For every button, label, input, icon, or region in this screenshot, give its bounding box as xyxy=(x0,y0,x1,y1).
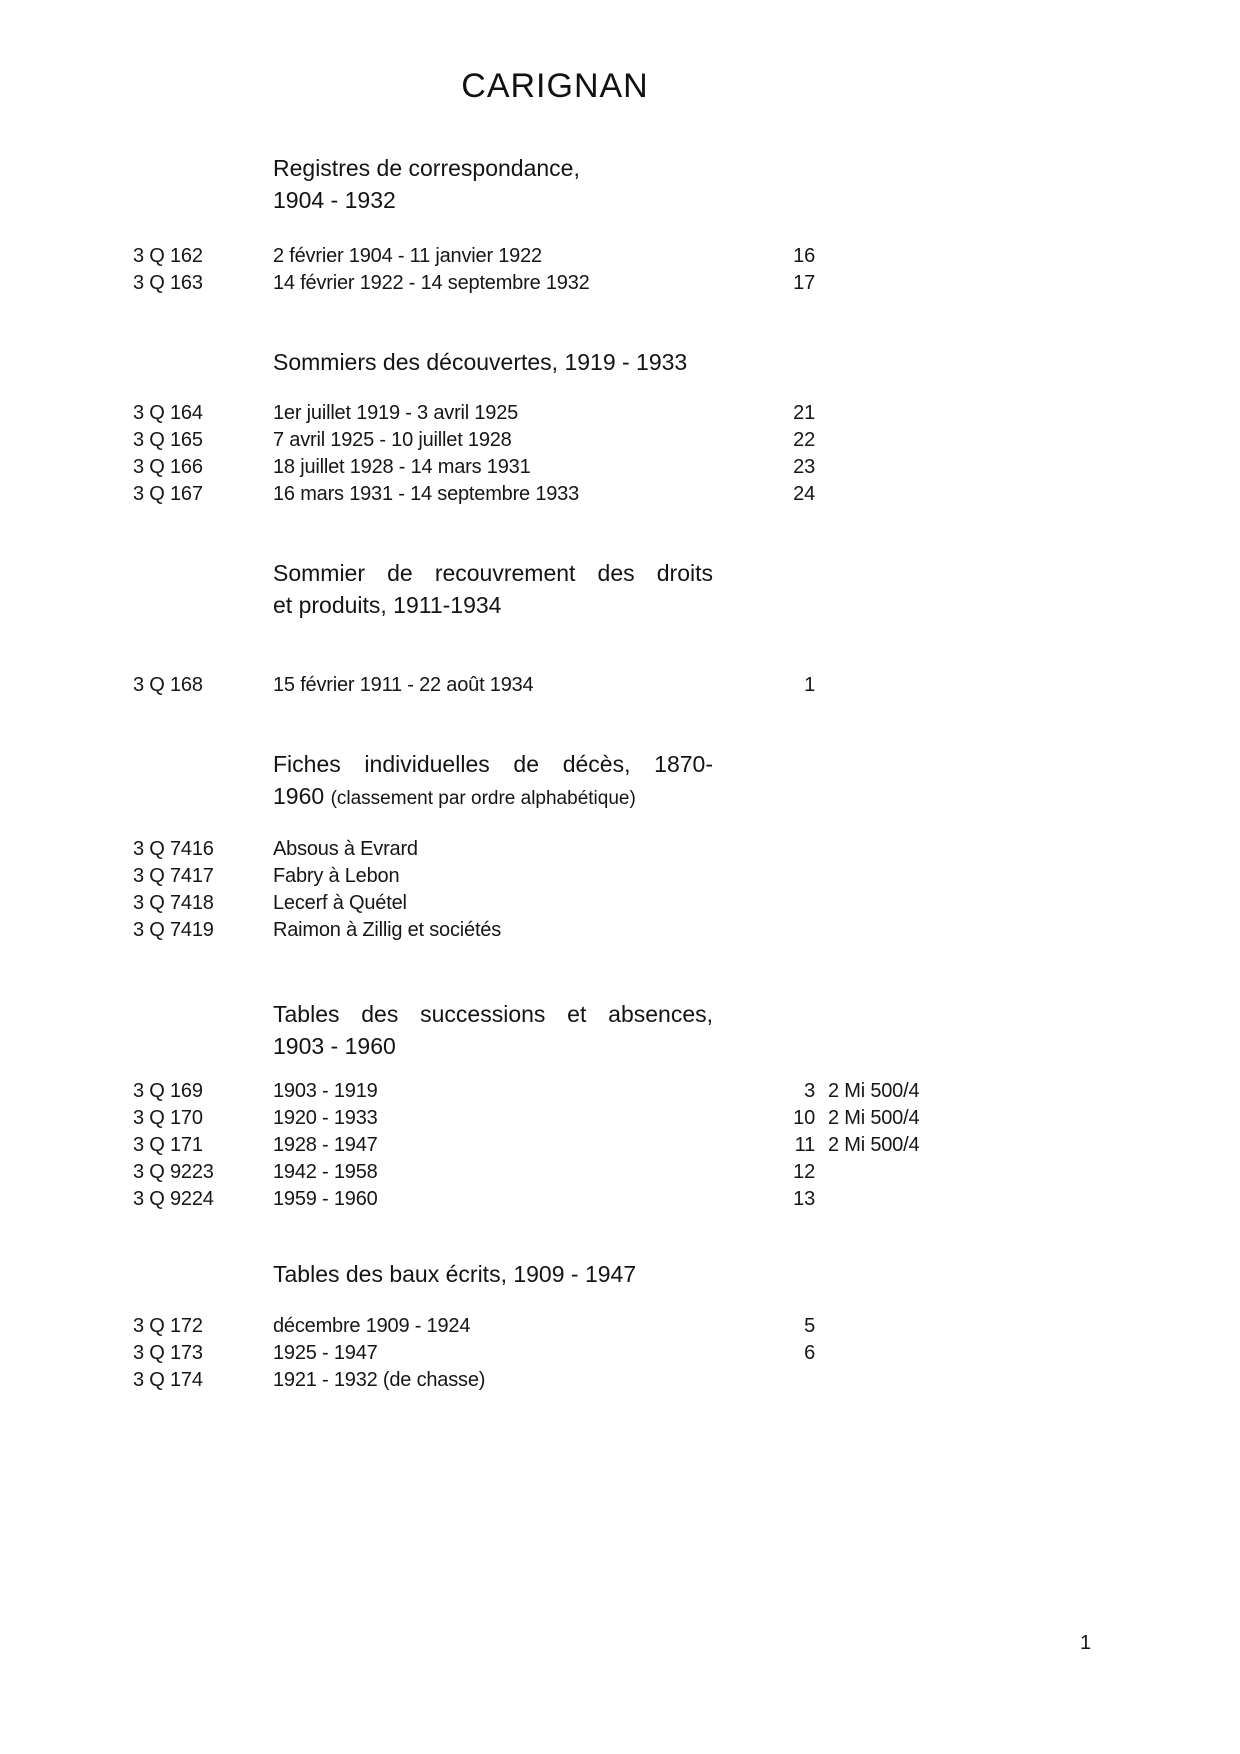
row-ref: 3 Q 167 xyxy=(133,483,203,505)
row-microfilm-ref xyxy=(815,1313,925,1340)
section-heading xyxy=(273,152,713,216)
row-page-number: 12 xyxy=(793,1161,815,1183)
row-description: 14 février 1922 - 14 septembre 1932 xyxy=(273,272,590,294)
row-microfilm-ref xyxy=(815,481,925,508)
heading-line: Sommier de recouvrement des droits xyxy=(273,560,713,586)
table-row xyxy=(133,863,925,890)
table-row xyxy=(133,1105,925,1132)
section-rows xyxy=(133,672,925,699)
page-number-footer: 1 xyxy=(1080,1632,1092,1654)
document-title: CARIGNAN xyxy=(461,67,649,105)
row-microfilm-ref: 2 Mi 500/4 xyxy=(828,1107,920,1129)
table-row xyxy=(133,481,925,508)
row-ref: 3 Q 168 xyxy=(133,674,203,696)
table-row xyxy=(133,270,925,297)
row-page-number xyxy=(765,1367,815,1394)
row-description: 1942 - 1958 xyxy=(273,1161,378,1183)
table-row xyxy=(133,890,925,917)
row-ref: 3 Q 165 xyxy=(133,429,203,451)
heading-line: 1904 - 1932 xyxy=(273,187,396,213)
section-rows xyxy=(133,400,925,508)
row-description: 15 février 1911 - 22 août 1934 xyxy=(273,674,534,696)
row-page-number: 13 xyxy=(793,1188,815,1210)
row-description: 1903 - 1919 xyxy=(273,1080,378,1102)
row-microfilm-ref xyxy=(815,270,925,297)
row-microfilm-ref xyxy=(815,1367,925,1394)
row-page-number: 24 xyxy=(793,483,815,505)
row-description: 1925 - 1947 xyxy=(273,1342,378,1364)
section-sommiers-decouvertes xyxy=(133,346,925,508)
section-rows xyxy=(133,243,925,297)
row-page-number: 11 xyxy=(794,1134,815,1156)
section-tables-baux xyxy=(133,1258,925,1394)
table-row xyxy=(133,1313,925,1340)
section-heading xyxy=(273,346,713,378)
heading-line xyxy=(273,780,713,815)
row-description: 7 avril 1925 - 10 juillet 1928 xyxy=(273,429,512,451)
row-microfilm-ref: 2 Mi 500/4 xyxy=(828,1134,920,1156)
heading-line: Tables des successions et absences, xyxy=(273,1001,713,1027)
heading-line: Sommiers des découvertes, 1919 - 1933 xyxy=(273,349,688,375)
row-ref: 3 Q 166 xyxy=(133,456,203,478)
row-microfilm-ref xyxy=(815,890,925,917)
row-page-number: 21 xyxy=(793,402,815,424)
heading-line: Registres de correspondance, xyxy=(273,155,580,181)
row-page-number: 10 xyxy=(793,1107,815,1129)
row-description: 1959 - 1960 xyxy=(273,1188,378,1210)
row-page-number xyxy=(765,863,815,890)
row-ref: 3 Q 7418 xyxy=(133,892,214,914)
section-fiches-deces xyxy=(133,748,925,944)
row-page-number: 5 xyxy=(804,1315,815,1337)
row-page-number xyxy=(765,890,815,917)
row-description: Absous à Evrard xyxy=(273,838,418,860)
row-microfilm-ref xyxy=(815,672,925,699)
table-row xyxy=(133,1078,925,1105)
section-tables-successions xyxy=(133,998,925,1213)
row-ref: 3 Q 7416 xyxy=(133,838,214,860)
table-row xyxy=(133,400,925,427)
table-row xyxy=(133,1186,925,1213)
table-row xyxy=(133,1159,925,1186)
heading-line: Tables des baux écrits, 1909 - 1947 xyxy=(273,1261,637,1287)
row-page-number xyxy=(765,836,815,863)
heading-line2-note: (classement par ordre alphabétique) xyxy=(330,788,636,809)
table-row xyxy=(133,427,925,454)
table-row xyxy=(133,672,925,699)
document-content xyxy=(133,0,925,1394)
table-row xyxy=(133,454,925,481)
row-description: 1921 - 1932 (de chasse) xyxy=(273,1369,486,1391)
row-ref: 3 Q 162 xyxy=(133,245,203,267)
row-ref: 3 Q 9224 xyxy=(133,1188,214,1210)
row-description: 18 juillet 1928 - 14 mars 1931 xyxy=(273,456,531,478)
row-description: 1928 - 1947 xyxy=(273,1134,378,1156)
row-microfilm-ref xyxy=(815,863,925,890)
row-ref: 3 Q 7419 xyxy=(133,919,214,941)
table-row xyxy=(133,836,925,863)
row-microfilm-ref xyxy=(815,917,925,944)
section-rows xyxy=(133,1078,925,1213)
section-registres-correspondance xyxy=(133,152,925,297)
section-rows xyxy=(133,836,925,944)
row-ref: 3 Q 171 xyxy=(133,1134,203,1156)
row-page-number: 1 xyxy=(804,674,815,696)
row-page-number xyxy=(765,917,815,944)
row-description: 1920 - 1933 xyxy=(273,1107,378,1129)
section-heading xyxy=(273,1258,713,1290)
row-page-number: 23 xyxy=(793,456,815,478)
row-page-number: 17 xyxy=(793,272,815,294)
section-heading xyxy=(273,748,713,815)
row-ref: 3 Q 172 xyxy=(133,1315,203,1337)
row-description: Lecerf à Quétel xyxy=(273,892,407,914)
row-microfilm-ref: 2 Mi 500/4 xyxy=(828,1080,920,1102)
table-row xyxy=(133,917,925,944)
table-row xyxy=(133,1340,925,1367)
row-microfilm-ref xyxy=(815,1186,925,1213)
row-description: décembre 1909 - 1924 xyxy=(273,1315,471,1337)
row-microfilm-ref xyxy=(815,243,925,270)
section-heading xyxy=(273,998,713,1062)
heading-line: et produits, 1911-1934 xyxy=(273,592,502,618)
table-row xyxy=(133,243,925,270)
section-heading xyxy=(273,557,713,621)
row-page-number: 6 xyxy=(804,1342,815,1364)
row-page-number: 22 xyxy=(793,429,815,451)
heading-line: 1903 - 1960 xyxy=(273,1033,396,1059)
row-ref: 3 Q 9223 xyxy=(133,1161,214,1183)
row-microfilm-ref xyxy=(815,400,925,427)
row-microfilm-ref xyxy=(815,454,925,481)
row-description: Fabry à Lebon xyxy=(273,865,400,887)
section-rows xyxy=(133,1313,925,1394)
row-microfilm-ref xyxy=(815,1340,925,1367)
row-microfilm-ref xyxy=(815,1159,925,1186)
row-page-number: 16 xyxy=(793,245,815,267)
table-row xyxy=(133,1132,925,1159)
row-description: Raimon à Zillig et sociétés xyxy=(273,919,502,941)
row-description: 2 février 1904 - 11 janvier 1922 xyxy=(273,245,542,267)
heading-line: Fiches individuelles de décès, 1870- xyxy=(273,751,713,777)
row-page-number: 3 xyxy=(804,1080,815,1102)
row-description: 16 mars 1931 - 14 septembre 1933 xyxy=(273,483,580,505)
row-description: 1er juillet 1919 - 3 avril 1925 xyxy=(273,402,519,424)
heading-line2-main: 1960 xyxy=(273,783,325,809)
table-row xyxy=(133,1367,925,1394)
row-microfilm-ref xyxy=(815,836,925,863)
row-ref: 3 Q 164 xyxy=(133,402,203,424)
row-microfilm-ref xyxy=(815,427,925,454)
section-sommier-recouvrement xyxy=(133,557,925,699)
row-ref: 3 Q 163 xyxy=(133,272,203,294)
row-ref: 3 Q 170 xyxy=(133,1107,203,1129)
row-ref: 3 Q 7417 xyxy=(133,865,214,887)
row-ref: 3 Q 173 xyxy=(133,1342,203,1364)
row-ref: 3 Q 174 xyxy=(133,1369,203,1391)
row-ref: 3 Q 169 xyxy=(133,1080,203,1102)
